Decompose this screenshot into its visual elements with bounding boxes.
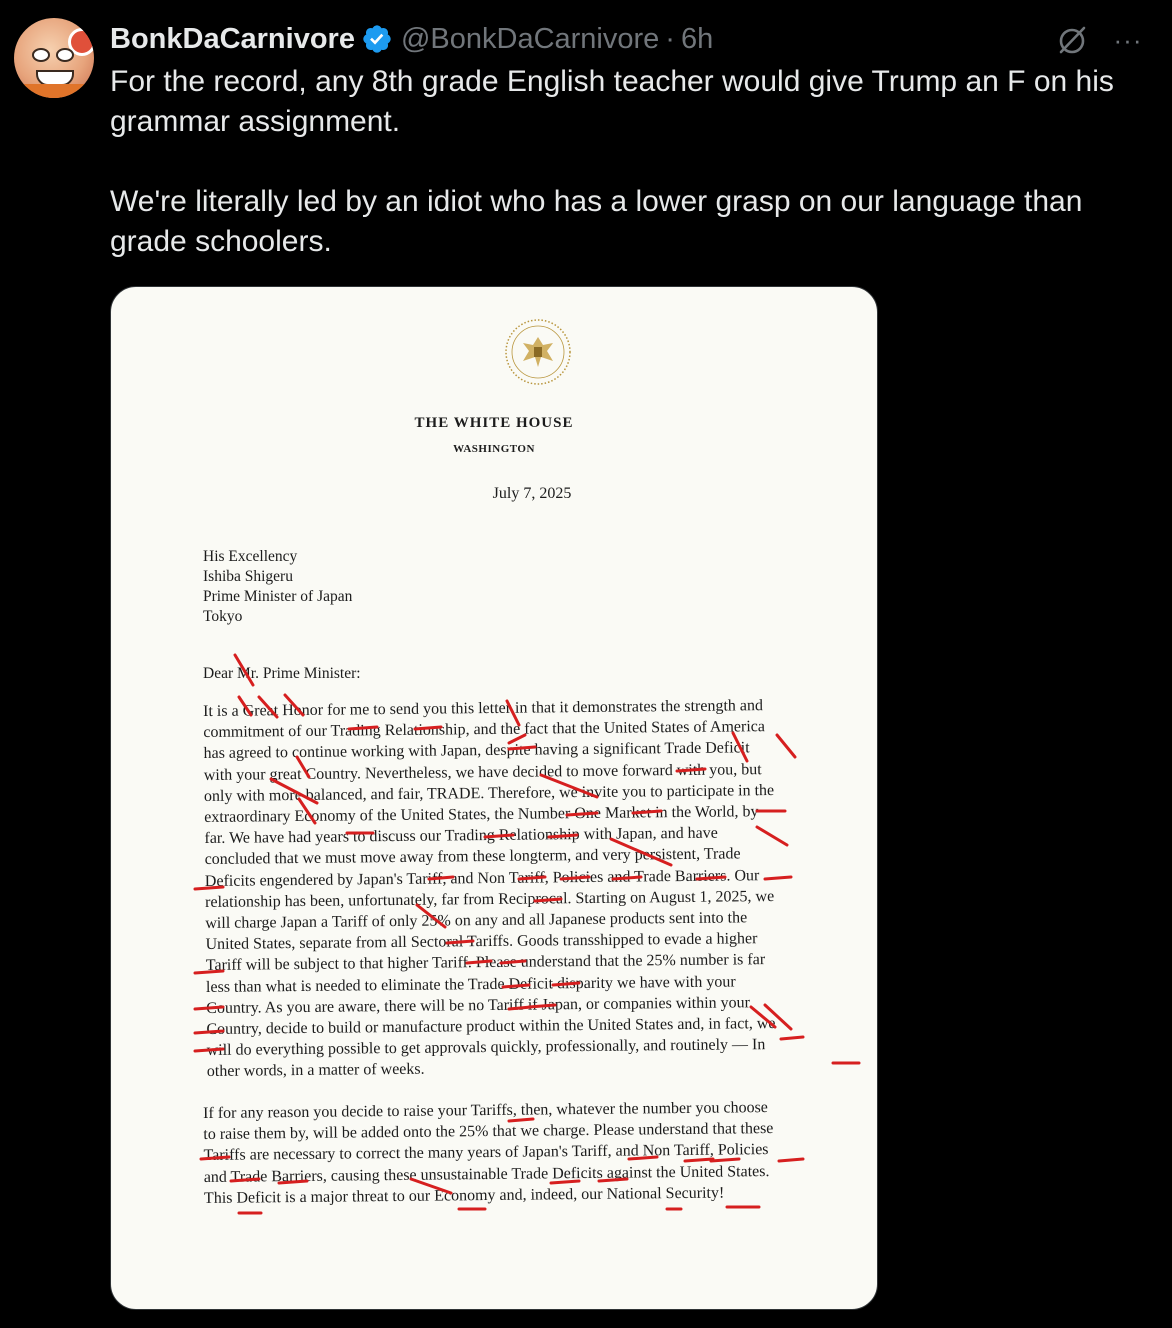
letter-line: It is a Great Honor for me to send you this letter in that it demonstrates the strength and [203,697,764,720]
tweet-header [110,20,713,58]
tweet-paragraph: For the record, any 8th grade English teacher would give Trump an F on his grammar assignment. [110,65,1114,138]
letter-line: United States, separate from all Sectoral Tariffs. Goods transshipped to evade a higher [205,930,758,954]
avatar[interactable] [14,18,94,98]
letter-line: If for any reason you decide to raise your Tariffs, then, whatever the number you choose [203,1099,768,1122]
address-line: Tokyo [203,608,243,625]
letter-line: concluded that we must move away from these longterm, and very persistent, Trade [204,845,741,869]
avatar-right-eye [56,48,74,62]
letter-line: Tariff will be subject to that higher Tariff. Please understand that the 25% number is far [205,951,766,975]
letter-line: and Trade Barriers, causing these unsustainable Trade Deficits against the United States. [203,1162,770,1186]
letter-line: with your great Country. Nevertheless, we have decided to move forward with you, but [203,760,762,784]
verified-badge-icon[interactable] [361,23,393,55]
letter-date: July 7, 2025 [492,485,572,502]
tweet-timestamp[interactable]: 6h [680,22,714,55]
letter-line: less than what is needed to eliminate the Trade Deficit disparity we have with your [205,973,736,996]
letter-line: This Deficit is a major threat to our Economy and, indeed, our National Security! [203,1184,725,1207]
avatar-left-eye [32,48,50,62]
grok-icon[interactable] [1054,22,1090,58]
letter-line: only with more balanced, and fair, TRADE. Therefore, we invite you to participate in the [203,781,775,805]
letterhead-subtitle: WASHINGTON [453,443,535,455]
letter-line: Deficits engendered by Japan's Tariff, and Non Tariff, Policies and Trade Barriers. Our [204,866,760,890]
letter-address [203,547,352,627]
letter-line: extraordinary Economy of the United States, the Number One Market in the World, by [204,803,759,827]
letter-line: will do everything possible to get approvals quickly, professionally, and routinely — In [206,1036,766,1060]
letter-document [111,287,877,1309]
letter-line: Country. As you are aware, there will be no Tariff if Japan, or companies within your [206,994,751,1017]
address-line: Ishiba Shigeru [203,568,293,585]
letterhead-title: THE WHITE HOUSE [414,415,574,431]
avatar-shirt [14,84,94,98]
letter-line: other words, in a matter of weeks. [206,1061,425,1081]
letter-line: Tariffs are necessary to correct the many years of Japan's Tariff, and Non Tariff, Policies [203,1141,769,1165]
author-display-name[interactable]: BonkDaCarnivore [110,22,355,55]
letter-line: relationship has been, unfortunately, far from Reciprocal. Starting on August 1, 2025, we [205,887,775,911]
address-line: His Excellency [203,548,298,565]
letter-line: to raise them by, will be added onto the 25% that we charge. Please understand that these [203,1120,774,1144]
letter-line: commitment of our Trading Relationship, and the fact that the United States of America [203,718,766,742]
more-icon[interactable]: ··· [1113,25,1143,55]
tweet-media-image[interactable] [110,286,878,1310]
letter-line: has agreed to continue working with Japan, despite having a significant Trade Deficit [203,739,750,763]
letter-line: far. We have had years to discuss our Trading Relationship with Japan, and have [204,824,718,848]
letter-line: Country, decide to build or manufacture product within the United States and, in fact, we [206,1015,776,1039]
letter-paragraph-2 [203,1096,866,1209]
author-handle[interactable]: @BonkDaCarnivore [400,22,660,55]
letter-paragraph-1 [203,694,869,1083]
tweet-text [110,62,1150,262]
letter-salutation: Dear Mr. Prime Minister: [203,665,361,682]
presidential-seal-icon [503,317,573,387]
address-line: Prime Minister of Japan [203,588,353,605]
letter-line: will charge Japan a Tariff of only 25% on any and all Japanese products sent into the [205,909,748,933]
tweet-paragraph: We're literally led by an idiot who has a lower grasp on our language than grade schoolers. [110,185,1083,258]
header-separator: · [665,22,675,55]
